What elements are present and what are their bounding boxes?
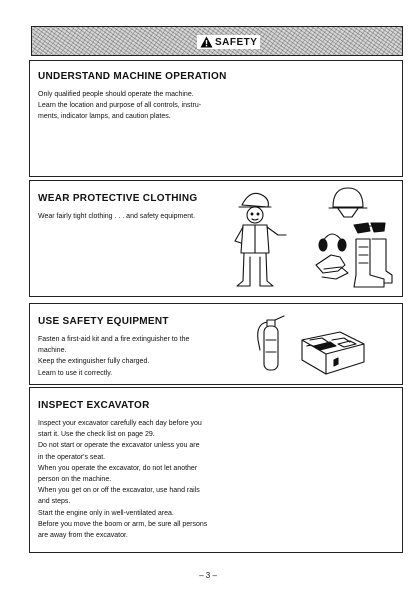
banner-title: SAFETY — [215, 36, 258, 48]
goggles-icon — [354, 223, 385, 233]
hard-hat-icon — [329, 188, 367, 217]
body-line: person on the machine. — [38, 476, 112, 484]
body-line: Inspect your excavator carefully each day before you — [38, 420, 202, 427]
section-heading: USE SAFETY EQUIPMENT — [38, 316, 169, 327]
section-body — [38, 211, 195, 222]
body-line: When you operate the excavator, do not let another — [38, 464, 198, 472]
page-number: – 3 – — [199, 571, 217, 580]
section-understand-operation — [29, 60, 403, 177]
body-line: machine. — [38, 347, 67, 355]
section-protective-clothing — [29, 180, 403, 297]
first-aid-kit-icon — [302, 332, 364, 374]
body-line: When you get on or off the excavator, use hand rails — [38, 487, 200, 495]
warning-triangle-icon — [200, 36, 213, 48]
body-line: Learn to use it correctly. — [38, 369, 113, 377]
body-line: start it. Use the check list on page 29. — [38, 431, 155, 439]
body-line: ments, indicator lamps, and caution plates. — [38, 113, 171, 121]
body-line: Keep the extinguisher fully charged. — [38, 358, 150, 366]
protective-clothing-illustration — [228, 183, 398, 293]
body-line: and steps. — [38, 498, 71, 506]
section-inspect-excavator — [29, 387, 403, 553]
section-body — [38, 334, 189, 379]
body-line: Start the engine only in well-ventilated area. — [38, 509, 174, 517]
body-line: are away from the excavator. — [38, 532, 128, 540]
safety-banner — [31, 26, 403, 56]
section-safety-equipment — [29, 303, 403, 385]
body-line: Fasten a first-aid kit and a fire extinguisher to the — [38, 336, 190, 343]
worker-figure — [235, 193, 286, 286]
section-heading: WEAR PROTECTIVE CLOTHING — [38, 193, 198, 204]
ear-muffs-icon — [319, 234, 346, 251]
body-line: Before you move the boom or arm, be sure all persons — [38, 520, 208, 528]
body-line: in the operator's seat. — [38, 453, 106, 461]
section-body — [38, 89, 201, 123]
section-body — [38, 418, 207, 541]
body-line: Learn the location and purpose of all controls, instru- — [38, 102, 202, 110]
body-line: Wear fairly tight clothing . . . and safety equipment. — [38, 213, 196, 220]
gloves-icon — [316, 255, 348, 279]
boots-icon — [354, 239, 392, 287]
fire-extinguisher-icon — [258, 316, 284, 370]
body-line: Only qualified people should operate the machine. — [38, 91, 194, 98]
section-heading: INSPECT EXCAVATOR — [38, 400, 150, 411]
body-line: Do not start or operate the excavator unless you are — [38, 442, 200, 450]
safety-equipment-illustration — [252, 310, 382, 380]
section-heading: UNDERSTAND MACHINE OPERATION — [38, 71, 227, 82]
banner-title-group — [197, 35, 260, 49]
